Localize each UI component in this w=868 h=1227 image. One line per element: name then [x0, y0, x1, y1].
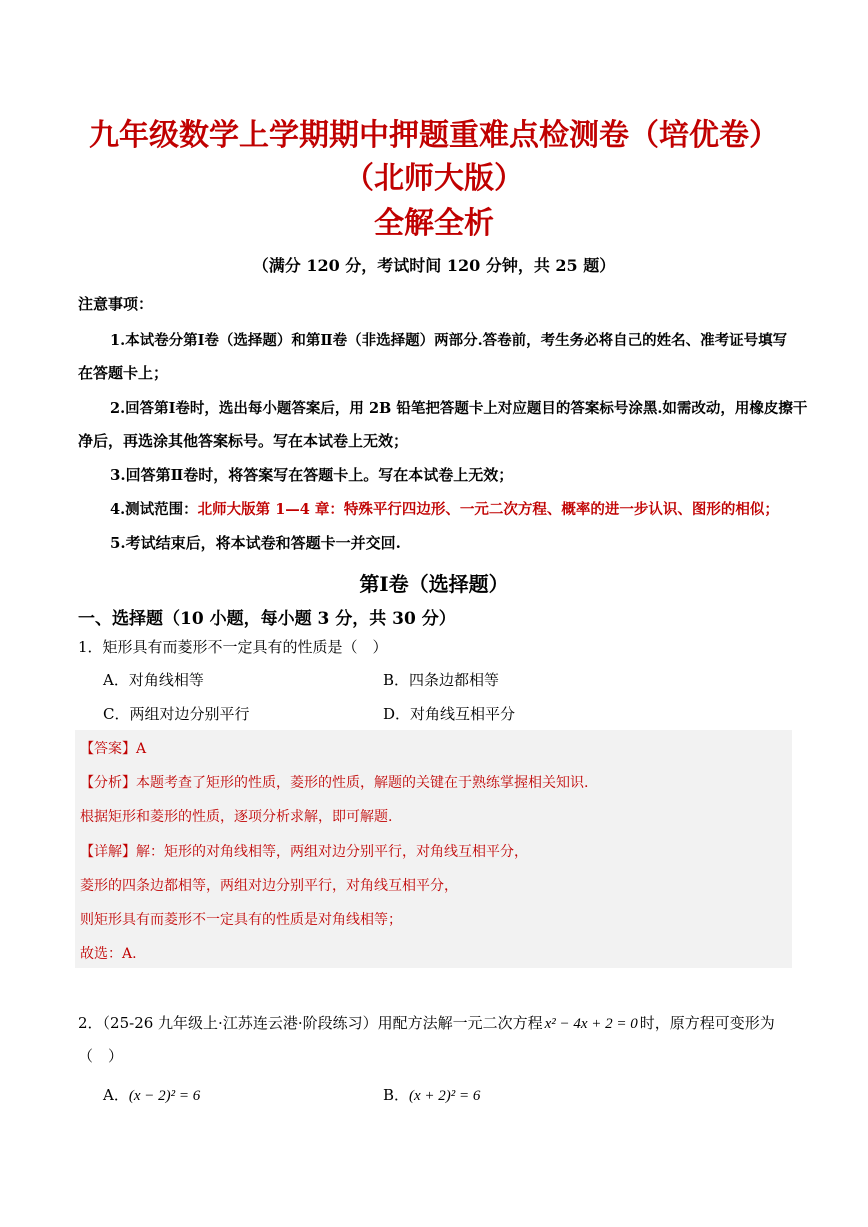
- section1-heading: 一、选择题（10 小题，每小题 3 分，共 30 分）: [78, 609, 456, 629]
- q1-option-c: C．两组对边分别平行: [103, 705, 250, 723]
- q1-detail-line3: 则矩形具有而菱形不一定具有的性质是对角线相等；: [80, 912, 402, 928]
- q2-stem-line2: （ ）: [78, 1047, 124, 1065]
- q2-option-a-expr: (x − 2)² = 6: [128, 1088, 201, 1104]
- notice-item4: [110, 498, 779, 519]
- notice-item3: 3.回答第Ⅱ卷时，将答案写在答题卡上。写在本试卷上无效；: [110, 466, 514, 484]
- notice-heading: 注意事项：: [78, 295, 154, 313]
- q1-stem: 1．矩形具有而菱形不一定具有的性质是（ ）: [78, 638, 388, 656]
- q2-stem-suffix: 时，原方程可变形为: [639, 1014, 775, 1032]
- doc-title-line2: （北师大版）: [344, 161, 524, 196]
- notice-item2-line1: 2.回答第Ⅰ卷时，选出每小题答案后，用 2B 铅笔把答题卡上对应题目的答案标号涂黑.如需改动，用橡皮擦干: [110, 400, 808, 417]
- notice-item4-prefix: 4.测试范围：: [110, 501, 198, 518]
- notice-item2-line2: 净后，再选涂其他答案标号。写在本试卷上无效；: [78, 432, 409, 450]
- q2-option-a: [103, 1084, 200, 1105]
- q1-analysis-line2: 根据矩形和菱形的性质，逐项分析求解，即可解题.: [80, 809, 393, 825]
- notice-item1-line2: 在答题卡上；: [78, 364, 169, 382]
- q1-answer: 【答案】A: [80, 741, 147, 757]
- notice-item5: 5.考试结束后，将本试卷和答题卡一并交回.: [110, 534, 401, 552]
- q2-option-b-label: B．: [383, 1086, 410, 1104]
- doc-title-line3: 全解全析: [374, 206, 494, 241]
- q2-equation: x² − 4x + 2 = 0: [544, 1016, 638, 1032]
- section1-title: 第Ⅰ卷（选择题）: [359, 572, 509, 596]
- exam-info: （满分 120 分，考试时间 120 分钟，共 25 题）: [252, 256, 616, 275]
- q2-stem-prefix: 2．（25-26 九年级上·江苏连云港·阶段练习）用配方法解一元二次方程: [78, 1014, 543, 1032]
- q1-option-d: D．对角线互相平分: [383, 705, 516, 723]
- q1-analysis-line1: 【分析】本题考查了矩形的性质，菱形的性质，解题的关键在于熟练掌握相关知识.: [80, 775, 589, 791]
- notice-item4-scope: 北师大版第 1—4 章：特殊平行四边形、一元二次方程、概率的进一步认识、图形的相似；: [197, 501, 779, 518]
- q2-option-b: [383, 1084, 480, 1105]
- q2-stem: [78, 1012, 775, 1033]
- doc-title-line1: 九年级数学上学期期中押题重难点检测卷（培优卷）: [89, 118, 779, 153]
- q2-option-b-expr: (x + 2)² = 6: [409, 1088, 481, 1104]
- q1-detail-line4: 故选：A.: [80, 946, 137, 962]
- q1-option-a: A．对角线相等: [103, 671, 204, 689]
- q1-option-b: B．四条边都相等: [383, 671, 500, 689]
- q1-detail-line1: 【详解】解：矩形的对角线相等，两组对边分别平行，对角线互相平分，: [80, 844, 528, 860]
- q1-detail-line2: 菱形的四条边都相等，两组对边分别平行，对角线互相平分，: [80, 878, 458, 894]
- notice-item1-line1: 1.本试卷分第Ⅰ卷（选择题）和第Ⅱ卷（非选择题）两部分.答卷前，考生务必将自己的姓名、准考证号填写: [110, 332, 788, 349]
- q2-option-a-label: A．: [103, 1086, 129, 1104]
